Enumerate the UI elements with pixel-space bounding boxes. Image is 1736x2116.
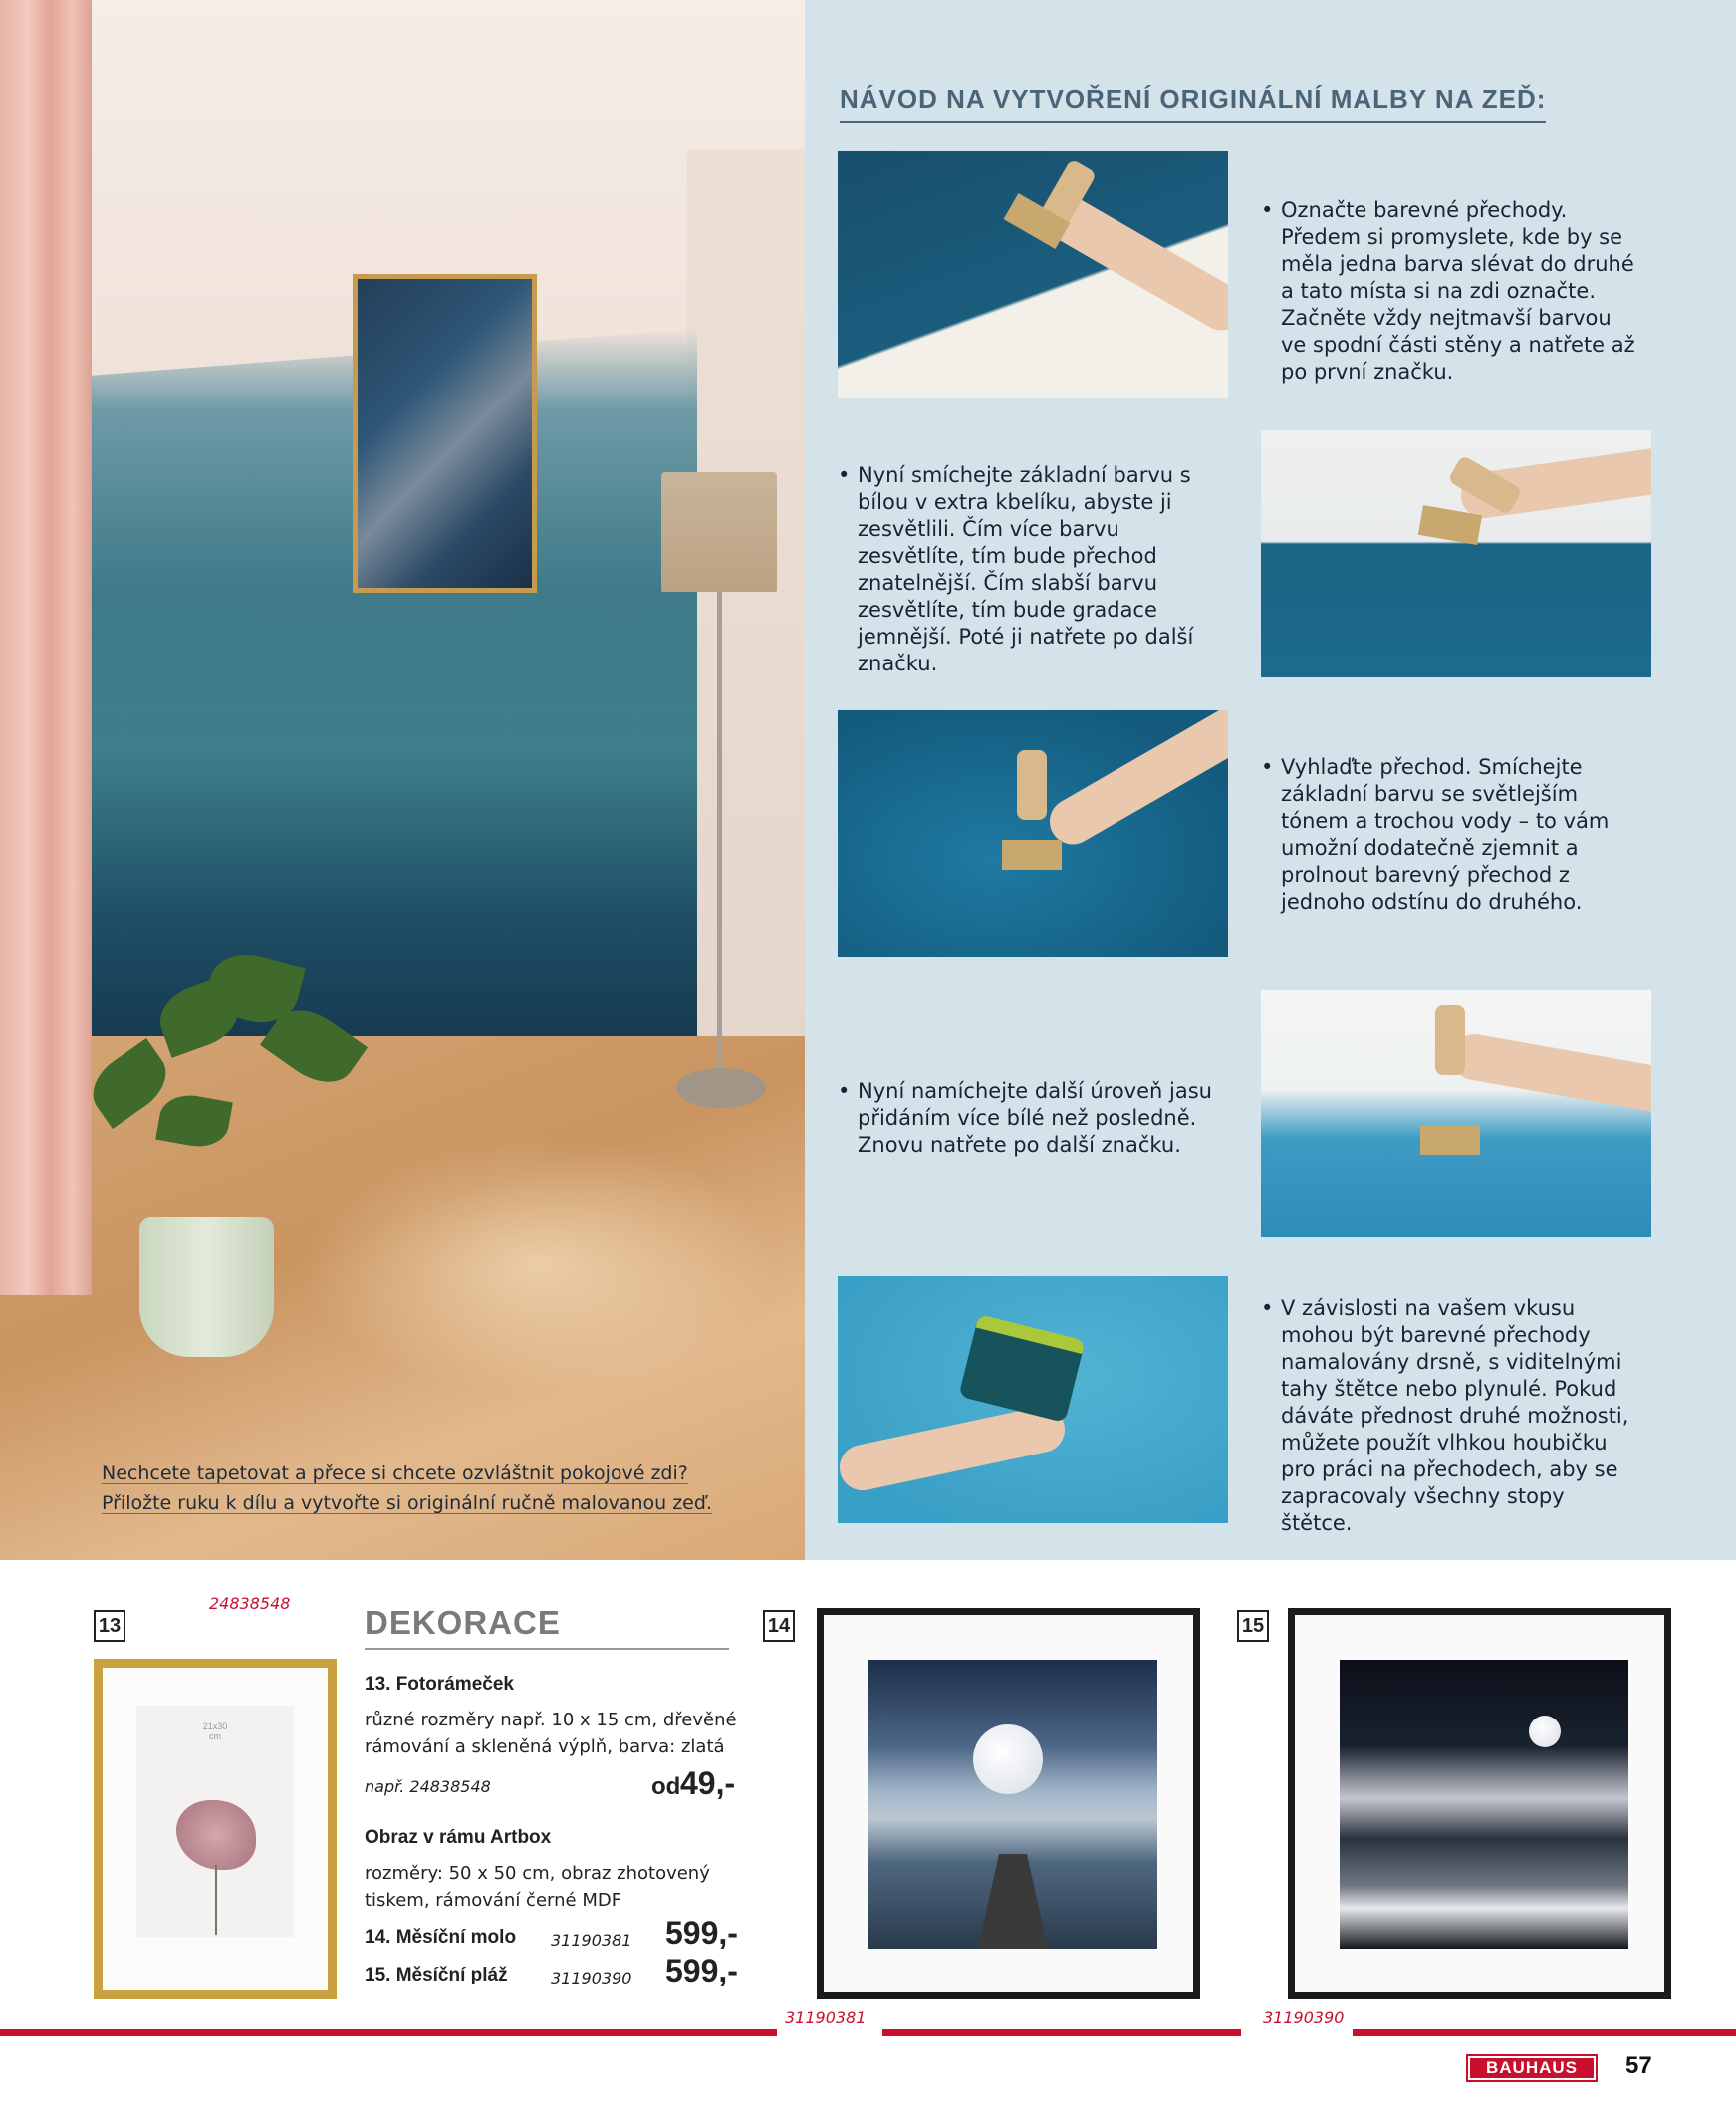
moon-icon (973, 1724, 1043, 1794)
footer-red-rule (1353, 2029, 1736, 2036)
bullet: • (838, 463, 851, 487)
frame-print (136, 1706, 294, 1937)
item13-code-label: 24838548 (209, 1594, 291, 1613)
sunlight-patch (299, 1136, 777, 1395)
bullet: • (1261, 198, 1274, 222)
floor-lamp-pole (717, 592, 722, 1070)
step2-text (838, 462, 1216, 677)
plant-pot (139, 1217, 274, 1357)
bullet: • (1261, 755, 1274, 779)
section-title: DEKORACE (365, 1604, 729, 1650)
bauhaus-logo: BAUHAUS (1468, 2056, 1596, 2080)
step3-photo (838, 710, 1228, 957)
artbox-desc-line1: rozměry: 50 x 50 cm, obraz zhotovený (365, 1863, 710, 1884)
item15-code: 31190390 (551, 1969, 632, 1987)
item14-code: 31190381 (551, 1931, 632, 1950)
item15-price: 599,- (665, 1953, 738, 1988)
guide-title: NÁVOD NA VYTVOŘENÍ ORIGINÁLNÍ MALBY NA ZEĎ: (840, 84, 1546, 123)
step5-photo (838, 1276, 1228, 1523)
item-number-badge: 14 (763, 1610, 795, 1642)
step5-body: V závislosti na vašem vkusu mohou být barevné přechody namalovány drsně, s viditelnými tahy štětce nebo plynulé. Pokud dáváte přednost druhé možnosti, můžete použít vlhkou houbičku pro práci na přechodech, aby se zapracovaly všechny stopy štětce. (1281, 1296, 1629, 1535)
bullet: • (838, 1079, 851, 1103)
footer-red-rule (0, 2029, 777, 2036)
step3-text (1261, 754, 1639, 916)
step4-photo (1261, 990, 1651, 1237)
step2-body: Nyní smíchejte základní barvu s bílou v extra kbelíku, abyste ji zesvětlili. Čím více barvu zesvětlíte, tím bude přechod znatelnější. Čím slabší barvu zesvětlíte, tím bude gradace jemnější. Poté ji natřete po další značku. (858, 463, 1194, 675)
hero-caption-line1: Nechcete tapetovat a přece si chcete ozvláštnit pokojové zdi? (102, 1462, 688, 1484)
peony-flower (176, 1800, 256, 1870)
arm (1042, 710, 1228, 853)
hero-caption (102, 1458, 739, 1518)
moon-beach-print (1340, 1660, 1628, 1949)
brush-bristles (1420, 1125, 1480, 1155)
flower-stem (215, 1865, 217, 1935)
art-frame-moon-pier (817, 1608, 1200, 1999)
item14-code-label: 31190381 (785, 2008, 867, 2027)
step4-body: Nyní namíchejte další úroveň jasu přidáním více bílé než posledně. Znovu natřete po další značku. (858, 1079, 1212, 1157)
arm (838, 1403, 1069, 1495)
wall-art-frame (353, 274, 537, 593)
paint-brush (1435, 1005, 1465, 1075)
floor-lamp-base (676, 1068, 766, 1108)
step1-photo (838, 151, 1228, 398)
artbox-name: Obraz v rámu Artbox (365, 1827, 552, 1848)
arm (1448, 1030, 1651, 1115)
side-wall (687, 149, 805, 1046)
floor-lamp-shade (661, 472, 777, 592)
hero-photo (0, 0, 805, 1560)
item15-code-label: 31190390 (1263, 2008, 1345, 2027)
bullet: • (1261, 1296, 1274, 1320)
item-number-badge: 15 (1237, 1610, 1269, 1642)
item14-price: 599,- (665, 1915, 738, 1951)
item13-price-prefix: od (651, 1773, 681, 1800)
step4-text (838, 1078, 1216, 1159)
sponge-icon (958, 1314, 1085, 1423)
frame-size-text: 21x30 cm (202, 1721, 228, 1741)
step5-text (1261, 1295, 1639, 1537)
step1-text (1261, 197, 1639, 386)
item15-name: 15. Měsíční pláž (365, 1965, 508, 1985)
brush-bristles (1002, 840, 1062, 870)
art-frame-moon-beach (1288, 1608, 1671, 1999)
item13-price: 49,- (680, 1765, 736, 1801)
item14-name: 14. Měsíční molo (365, 1927, 517, 1948)
step3-body: Vyhlaďte přechod. Smíchejte základní barvu se světlejším tónem a trochou vody – to vám umožní dodatečně zjemnit a prolnout barevný přechod z jednoho odstínu do druhého. (1281, 755, 1610, 914)
moon-icon (1529, 1716, 1561, 1747)
footer-red-rule (882, 2029, 1241, 2036)
photo-frame-product-image (94, 1659, 337, 1999)
artbox-desc-line2: tiskem, rámování černé MDF (365, 1890, 622, 1911)
hero-caption-line2: Přiložte ruku k dílu a vytvořte si originální ručně malovanou zeď. (102, 1492, 712, 1514)
step1-body: Označte barevné přechody. Předem si promyslete, kde by se měla jedna barva slévat do druhé a tato místa si na zdi označte. Začněte vždy nejtmavší barvou ve spodní části stěny a natřete až po první značku. (1281, 198, 1635, 384)
item13-name: 13. Fotorámeček (365, 1674, 514, 1695)
pier (978, 1854, 1048, 1949)
item13-desc-line2: rámování a skleněná výplň, barva: zlatá (365, 1736, 725, 1757)
paint-brush (1017, 750, 1047, 820)
item13-desc-line1: různé rozměry např. 10 x 15 cm, dřevěné (365, 1710, 737, 1730)
pink-curtain (0, 0, 92, 1295)
moon-pier-print (868, 1660, 1157, 1949)
item13-example-code: např. 24838548 (365, 1777, 491, 1796)
step2-photo (1261, 430, 1651, 677)
item-number-badge: 13 (94, 1610, 125, 1642)
page-number: 57 (1625, 2052, 1652, 2079)
